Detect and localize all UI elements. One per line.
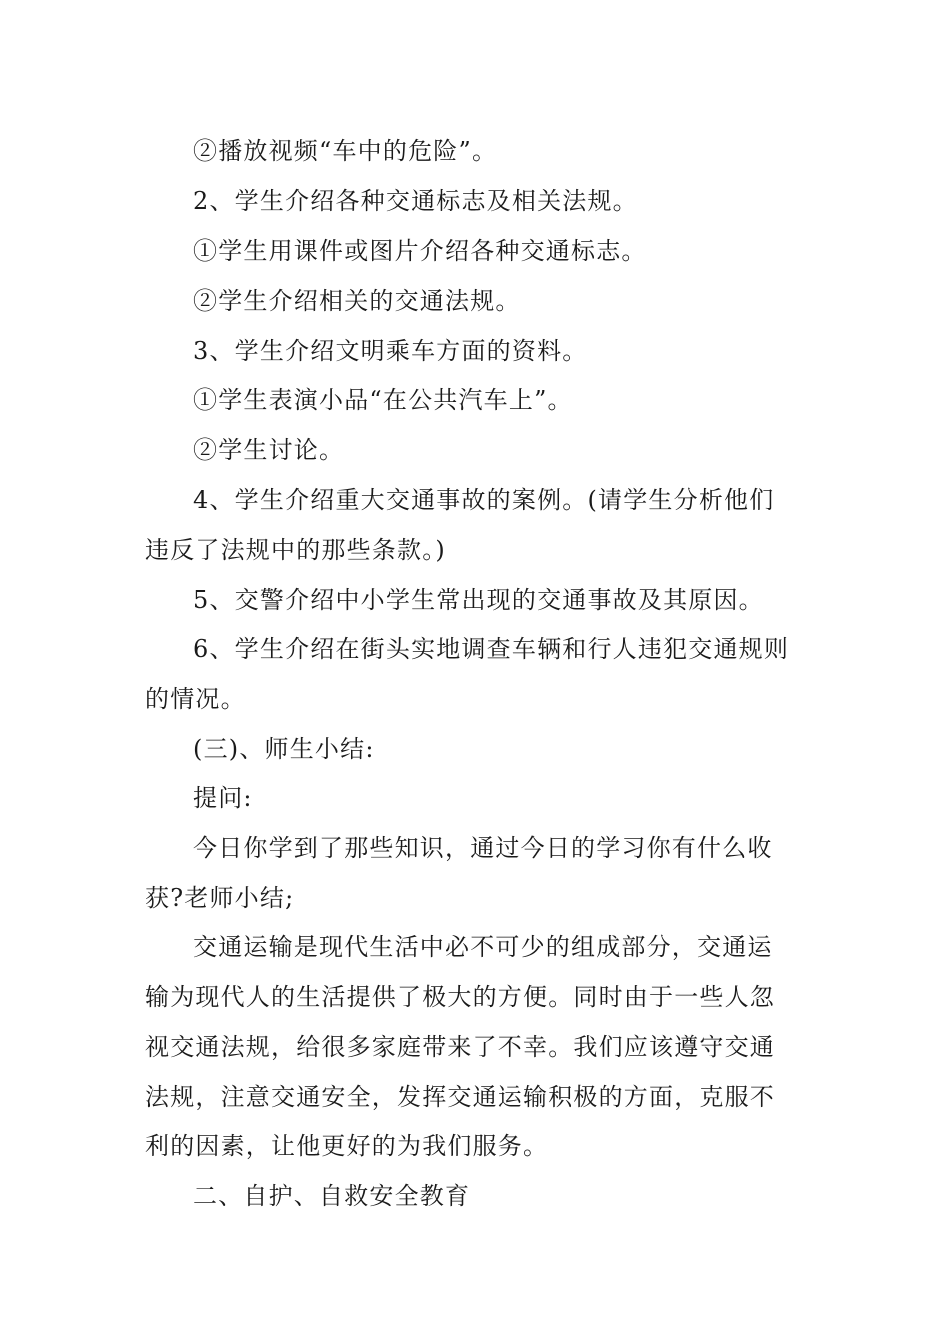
text-line: 利的因素，让他更好的为我们服务。 bbox=[145, 1132, 549, 1160]
text-line: 交通运输是现代生活中必不可少的组成部分，交通运 bbox=[193, 933, 773, 961]
text-line: 视交通法规，给很多家庭带来了不幸。我们应该遵守交通 bbox=[145, 1033, 775, 1061]
section-heading: 二、自护、自救安全教育 bbox=[193, 1182, 471, 1210]
text-line: ②播放视频“车中的危险”。 bbox=[193, 137, 498, 165]
text-line: ①学生表演小品“在公共汽车上”。 bbox=[193, 386, 573, 414]
text-line: 5、交警介绍中小学生常出现的交通事故及其原因。 bbox=[193, 586, 764, 614]
section-heading: (三)、师生小结: bbox=[193, 735, 375, 763]
text-line: 违反了法规中的那些条款。) bbox=[145, 536, 446, 564]
text-line: 4、学生介绍重大交通事故的案例。(请学生分析他们 bbox=[193, 486, 775, 514]
text-line: 法规，注意交通安全，发挥交通运输积极的方面，克服不 bbox=[145, 1083, 775, 1111]
text-line: 6、学生介绍在街头实地调查车辆和行人违犯交通规则 bbox=[193, 635, 790, 663]
text-line: 3、学生介绍文明乘车方面的资料。 bbox=[193, 337, 588, 365]
text-line: ②学生介绍相关的交通法规。 bbox=[193, 287, 521, 315]
text-line: 获?老师小结; bbox=[145, 884, 295, 912]
text-line: 输为现代人的生活提供了极大的方便。同时由于一些人忽 bbox=[145, 983, 775, 1011]
text-line: 的情况。 bbox=[145, 685, 246, 713]
text-line: 提问: bbox=[193, 784, 253, 812]
text-line: 今日你学到了那些知识，通过今日的学习你有什么收 bbox=[193, 834, 773, 862]
text-line: ②学生讨论。 bbox=[193, 436, 345, 464]
text-line: ①学生用课件或图片介绍各种交通标志。 bbox=[193, 237, 647, 265]
text-line: 2、学生介绍各种交通标志及相关法规。 bbox=[193, 187, 638, 215]
